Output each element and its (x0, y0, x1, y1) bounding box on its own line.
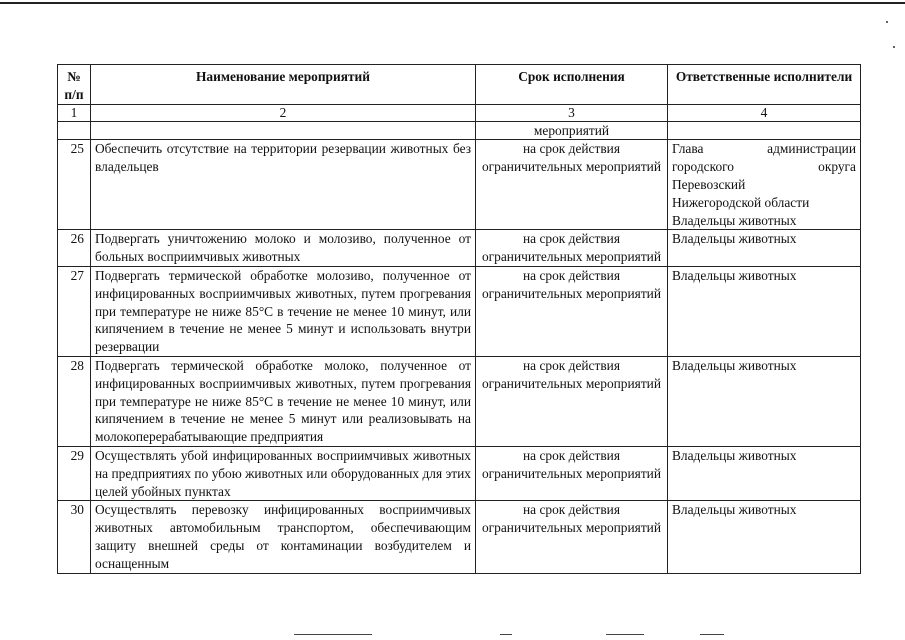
table-row (58, 356, 861, 446)
row-number: 30 (58, 501, 91, 573)
column-number: 1 (58, 104, 91, 121)
continuation-row (58, 121, 861, 140)
table-row (58, 230, 861, 267)
footer-scan-line (294, 634, 372, 635)
row-name: Осуществлять убой инфицированных восприимчивых животных на предприятиях по убою животных или оборудованных для этих целей убойных пунктах (91, 446, 476, 500)
row-responsible: Владельцы животных (668, 501, 861, 573)
table-row (58, 266, 861, 356)
row-number (58, 121, 91, 140)
row-term: на срок действия ограничительных мероприятий (476, 446, 668, 500)
row-number: 28 (58, 356, 91, 446)
footer-scan-line (606, 634, 644, 635)
row-name: Обеспечить отсутствие на территории резервации животных без владельцев (91, 140, 476, 230)
row-term: мероприятий (476, 121, 668, 140)
row-responsible (668, 140, 861, 230)
table-header-row (58, 65, 861, 105)
header-name: Наименование мероприятий (91, 65, 476, 105)
row-term: на срок действия ограничительных мероприятий (476, 230, 668, 267)
column-number: 2 (91, 104, 476, 121)
responsible-line: Владельцы животных (672, 212, 797, 228)
column-number: 4 (668, 104, 861, 121)
row-term: на срок действия ограничительных мероприятий (476, 140, 668, 230)
row-name: Подвергать термической обработке молозиво, полученное от инфицированных восприимчивых животных, путем прогревания при температуре не ниже 85°С в течение не менее 10 минут, или кипячением в течение не менее 5 минут и использовать внутри резервации (91, 266, 476, 356)
header-responsible: Ответственные исполнители (668, 65, 861, 105)
row-number: 25 (58, 140, 91, 230)
scan-speck (893, 46, 895, 48)
row-name: Подвергать термической обработке молоко, полученное от инфицированных восприимчивых животных, путем прогревания при температуре не ниже 85°С в течение не менее 10 минут, или кипячением в течение не менее 5 минут или реализовывать на молокоперерабатывающие предприятия (91, 356, 476, 446)
row-name: Подвергать уничтожению молоко и молозиво, полученное от больных восприимчивых животных (91, 230, 476, 267)
row-term: на срок действия ограничительных мероприятий (476, 266, 668, 356)
measures-table (57, 64, 861, 574)
row-term: на срок действия ограничительных мероприятий (476, 501, 668, 573)
row-responsible: Владельцы животных (668, 266, 861, 356)
header-term: Срок исполнения (476, 65, 668, 105)
column-number-row (58, 104, 861, 121)
row-responsible: Владельцы животных (668, 446, 861, 500)
top-border-line (0, 2, 905, 4)
footer-scan-line (700, 634, 724, 635)
row-responsible: Владельцы животных (668, 230, 861, 267)
row-name (91, 121, 476, 140)
scan-speck (886, 21, 888, 23)
row-number: 26 (58, 230, 91, 267)
row-responsible: Владельцы животных (668, 356, 861, 446)
responsible-line: Перевозский (672, 176, 746, 192)
table-row (58, 140, 861, 230)
table-row (58, 501, 861, 573)
footer-scan-line (500, 634, 512, 635)
responsible-line: Глава администрации городского округа (672, 141, 856, 175)
responsible-line: Нижегородской области (672, 194, 810, 210)
row-number: 29 (58, 446, 91, 500)
table-row (58, 446, 861, 500)
row-number: 27 (58, 266, 91, 356)
column-number: 3 (476, 104, 668, 121)
row-name: Осуществлять перевозку инфицированных восприимчивых животных автомобильным транспортом, обеспечивающим защиту внешней среды от контаминации возбудителем и оснащенным (91, 501, 476, 573)
row-responsible (668, 121, 861, 140)
row-term: на срок действия ограничительных мероприятий (476, 356, 668, 446)
header-number: № п/п (58, 65, 91, 105)
